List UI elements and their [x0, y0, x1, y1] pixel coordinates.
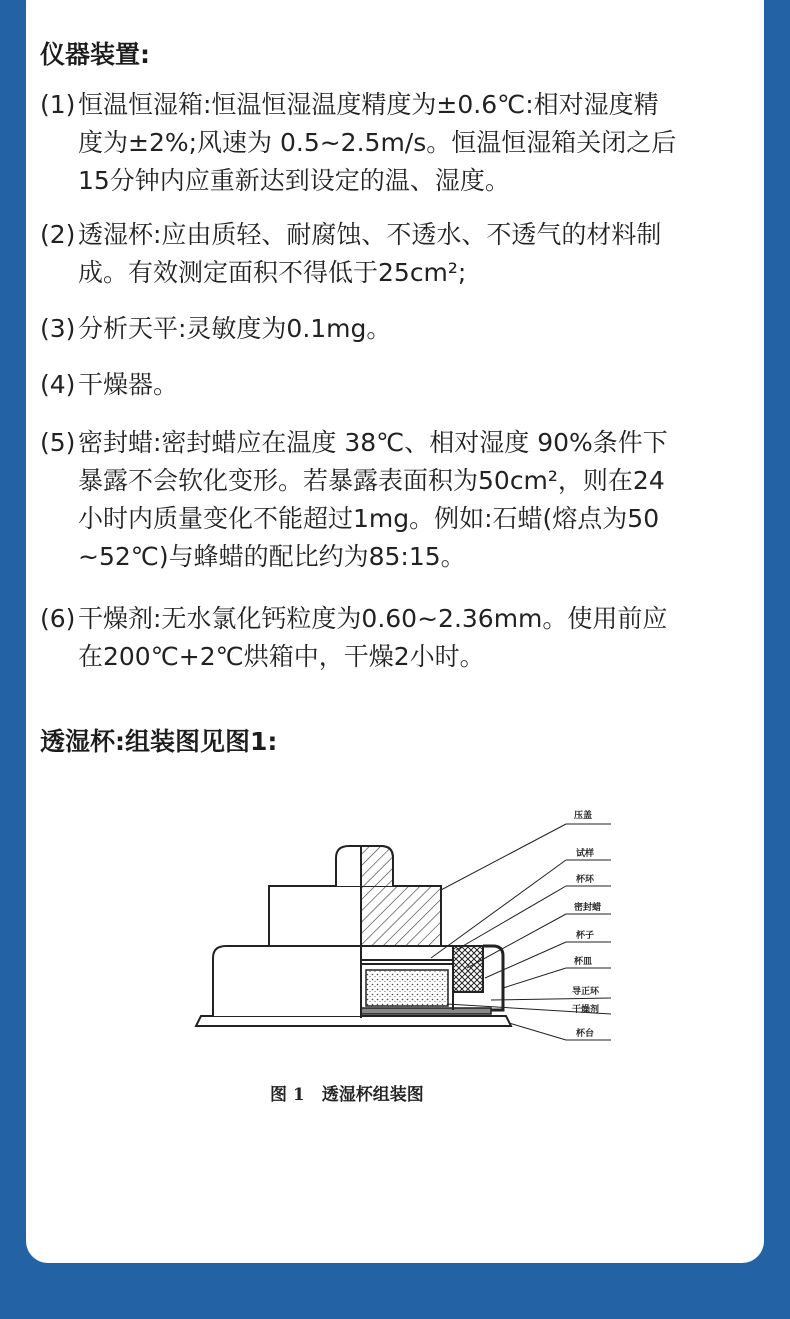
- item-text-line: 干燥器。: [78, 370, 179, 399]
- figure-caption: 图 1 透湿杯组装图: [270, 1085, 424, 1105]
- item-text-line: ~52℃)与蜂蜡的配比约为85:15。: [78, 542, 466, 571]
- item-number: (2): [40, 220, 76, 249]
- label-sample: 试样: [576, 849, 595, 859]
- item-number: (1): [40, 90, 76, 119]
- item-text-line: 15分钟内应重新达到设定的温、湿度。: [78, 166, 510, 195]
- item-text-line: 小时内质量变化不能超过1mg。例如:石蜡(熔点为50: [78, 504, 660, 533]
- item-text-line: 干燥剂:无水氯化钙粒度为0.60~2.36mm。使用前应: [78, 604, 668, 633]
- label-cup: 杯子: [576, 931, 595, 941]
- list-item-4: [40, 366, 750, 404]
- section-title-cup: 透湿杯:组装图见图1:: [40, 727, 278, 756]
- label-guide-ring: 导正环: [572, 987, 600, 997]
- cup-assembly-figure: [171, 811, 621, 1118]
- item-text-line: 透湿杯:应由质轻、耐腐蚀、不透水、不透气的材料制: [78, 220, 662, 249]
- item-text-line: 成。有效测定面积不得低于25cm²;: [78, 258, 467, 287]
- item-text-line: 分析天平:灵敏度为0.1mg。: [78, 314, 392, 343]
- label-dish: 杯皿: [574, 957, 593, 967]
- item-text-line: 度为±2%;风速为 0.5~2.5m/s。恒温恒湿箱关闭之后: [78, 128, 677, 157]
- item-number: (3): [40, 314, 76, 343]
- item-text-line: 暴露不会软化变形。若暴露表面积为50cm²，则在24: [78, 466, 665, 495]
- content-card: [26, 0, 764, 1263]
- item-text-line: 恒温恒湿箱:恒温恒湿温度精度为±0.6℃:相对湿度精: [78, 90, 659, 119]
- list-item-3: [40, 310, 750, 348]
- item-number: (4): [40, 370, 76, 399]
- section-title-apparatus: 仪器装置:: [40, 40, 150, 69]
- label-sealing-wax: 密封蜡: [574, 903, 602, 913]
- cup-assembly-drawing: [171, 811, 621, 1068]
- label-cup-base: 杯台: [576, 1029, 595, 1039]
- list-item-5: [40, 424, 750, 576]
- item-number: (5): [40, 428, 76, 457]
- label-desiccant: 干燥剂: [572, 1005, 600, 1015]
- item-number: (6): [40, 604, 76, 633]
- item-text-line: 在200℃+2℃烘箱中，干燥2小时。: [78, 642, 485, 671]
- label-cup-ring: 杯环: [576, 875, 595, 885]
- list-item-1: [40, 86, 750, 200]
- label-pressure-cap: 压盖: [574, 811, 593, 821]
- list-item-6: [40, 600, 750, 676]
- list-item-2: [40, 216, 750, 292]
- item-text-line: 密封蜡:密封蜡应在温度 38℃、相对湿度 90%条件下: [78, 428, 668, 457]
